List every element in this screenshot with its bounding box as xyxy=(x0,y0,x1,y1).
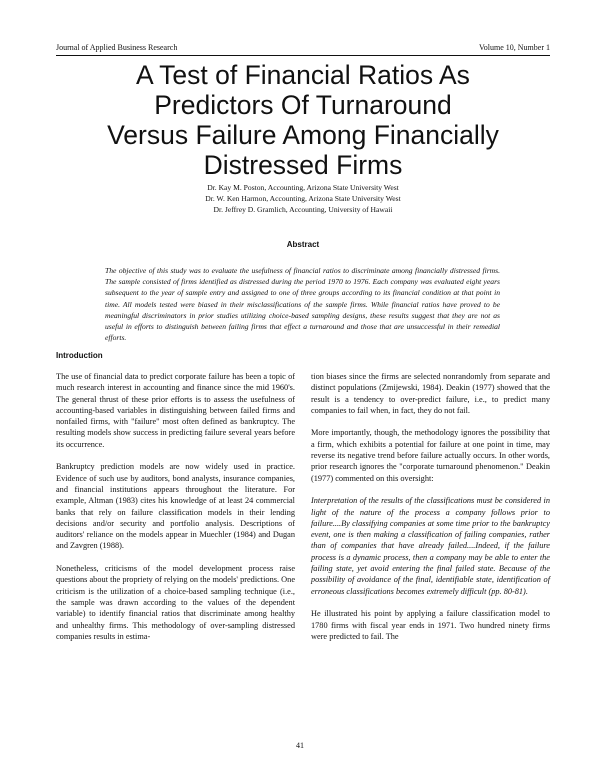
author-3: Dr. Jeffrey D. Gramlich, Accounting, University of Hawaii xyxy=(213,205,393,214)
abstract-heading: Abstract xyxy=(286,240,320,249)
left-column xyxy=(56,371,295,653)
paragraph: The use of financial data to predict corporate failure has been a topic of much research interest in accounting and finance since the mid 1960's. The general thrust of these prior efforts is to assess the usefulness of accounting-based variables in distinguishing between failed firms and nonfailed firms, with "failure" most often defined as bankruptcy. The resulting models show success in predicting failure several years before its occurrence. xyxy=(56,372,295,449)
abstract-text: The objective of this study was to evaluate the usefulness of financial ratios to discriminate among financially distressed firms. The sample consisted of firms identified as distressed during the period 1970 to 1976. Each company was evaluated eight years subsequent to the year of sample entry and assigned to one of three groups according to its financial condition at that point in time. All models tested were biased in their misclassifications of the sample firms. While financial ratios have proved to be meaningful discriminators in prior studies utilizing choice-based sampling designs, these results suggest that they are not as useful in efforts to distinguish between failing firms that effect a turnaround and those that are unsuccessful in their remedial efforts. xyxy=(105,266,500,343)
author-list xyxy=(56,182,550,215)
author-2: Dr. W. Ken Harmon, Accounting, Arizona State University West xyxy=(205,194,401,203)
block-quote: Interpretation of the results of the classifications must be considered in light of the nature of the process a company follows prior to failure....By classifying companies at some time prior to the bankruptcy event, one is then making a classification of failing companies, rather than of companies that have already failed....Indeed, if the failure process is a dynamic process, then a company may be able to enter the failing state, yet avoid entering the final failed state. Because of the possibility of avoidance of the final, identifiable state, identification of erroneous classifications becomes extremely difficult (pp. 80-81). xyxy=(311,496,550,596)
right-column xyxy=(311,371,550,653)
title-line-4: Distressed Firms xyxy=(203,150,403,180)
journal-name: Journal of Applied Business Research xyxy=(56,43,178,52)
header-rule xyxy=(56,55,550,56)
title-line-1: A Test of Financial Ratios As xyxy=(136,60,470,90)
volume-number: Volume 10, Number 1 xyxy=(479,43,550,52)
paragraph: Bankruptcy prediction models are now widely used in practice. Evidence of such use by auditors, bond analysts, insurance companies, and financial institutions appears throughout the literature. For example, Altman (1983) cites his knowledge of at least 24 commercial banks that rely on failure classification models in their lending decisions and/or security and portfolio analysis. Descriptions of auditors' reliance on the models appear in Muechler (1984) and Dugan and Zavgren (1988). xyxy=(56,462,295,551)
author-1: Dr. Kay M. Poston, Accounting, Arizona State University West xyxy=(207,183,399,192)
paragraph: He illustrated his point by applying a failure classification model to 1780 firms with fiscal year ends in 1971. Two hundred ninety firms were predicted to fail. The xyxy=(311,609,550,641)
page-number: 41 xyxy=(296,741,304,750)
paragraph: Nonetheless, criticisms of the model development process raise questions about the propriety of relying on the models' predictions. One criticism is the utilization of a choice-based sampling technique (i.e., the sample was drawn according to the values of the dependent variable) to identify financial ratios that discriminate among healthy and unhealthy firms. This methodology of over-sampling distressed companies results in estima- xyxy=(56,564,295,641)
running-head xyxy=(56,43,550,54)
title-line-2: Predictors Of Turnaround xyxy=(154,90,452,120)
paragraph: More importantly, though, the methodology ignores the possibility that a firm, which exhibits a potential for failure at one point in time, may reverse its negative trend before failure actually occurs. In other words, prior research ignores the "corporate turnaround phenomenon." Deakin (1977) commented on this oversight: xyxy=(311,428,550,483)
section-heading-introduction: Introduction xyxy=(56,351,103,360)
title-line-3: Versus Failure Among Financially xyxy=(107,120,499,150)
paragraph: tion biases since the firms are selected nonrandomly from separate and distinct populations (Zmijewski, 1984). Deakin (1977) showed that the result is a tendency to over-predict failure, i.e., to predict many companies to fail when, in fact, they do not fail. xyxy=(311,372,550,415)
paper-title xyxy=(56,60,550,180)
